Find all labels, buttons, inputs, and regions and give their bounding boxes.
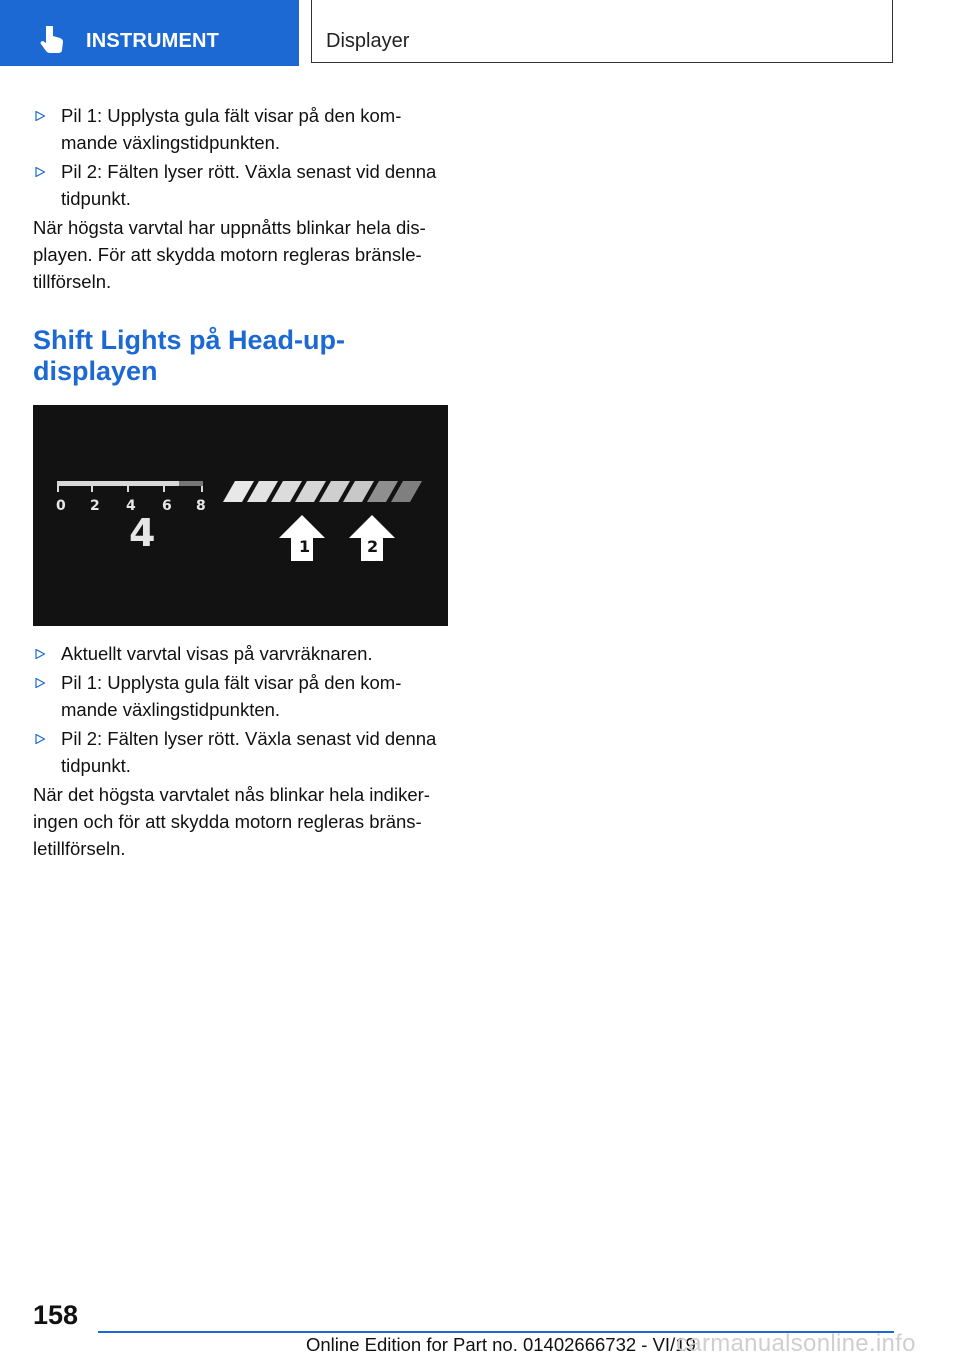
chapter-tab bbox=[0, 0, 299, 66]
content-column bbox=[33, 102, 448, 862]
bullet-text: Aktuellt varvtal visas på varvräknaren. bbox=[61, 643, 373, 664]
tacho-label: 2 bbox=[90, 498, 100, 514]
bullet-text: Pil 2: Fälten lyser rött. Växla senast vid denna tidpunkt. bbox=[61, 161, 437, 209]
tacho-label: 8 bbox=[196, 498, 206, 514]
tacho-label: 6 bbox=[162, 498, 172, 514]
paragraph: När det högsta varvtalet nås blinkar hela indiker‐ingen och för att skydda motorn regleras bräns‐letillförseln. bbox=[33, 784, 430, 859]
bullet-text: Pil 2: Fälten lyser rött. Växla senast vid denna tidpunkt. bbox=[61, 728, 437, 776]
bullet-item bbox=[33, 102, 448, 156]
arrow-label: 1 bbox=[299, 537, 311, 556]
tacho-ticks bbox=[57, 486, 203, 492]
triangle-bullet-icon bbox=[35, 167, 45, 177]
section-title: Displayer bbox=[326, 30, 410, 52]
shift-lights-illustration bbox=[33, 405, 448, 626]
section-header bbox=[311, 0, 893, 63]
paragraph: När högsta varvtal har uppnåtts blinkar hela dis‐playen. För att skydda motorn regleras bränsle‐tillförseln. bbox=[33, 217, 426, 292]
bullet-item bbox=[33, 725, 448, 779]
bullet-item bbox=[33, 158, 448, 212]
bullet-text: Pil 1: Upplysta gula fält visar på den kom‐mande växlingstidpunkten. bbox=[61, 672, 402, 720]
watermark: carmanualsonline.info bbox=[676, 1330, 916, 1357]
hand-pointer-icon bbox=[38, 24, 68, 54]
arrow-label: 2 bbox=[367, 537, 379, 556]
chapter-title: INSTRUMENT bbox=[86, 30, 220, 52]
tacho-bar-redzone bbox=[179, 481, 203, 486]
tacho-label: 0 bbox=[56, 498, 66, 514]
arrow-1-marker bbox=[279, 515, 325, 561]
triangle-bullet-icon bbox=[35, 678, 45, 688]
triangle-bullet-icon bbox=[35, 111, 45, 121]
triangle-bullet-icon bbox=[35, 734, 45, 744]
page-number: 158 bbox=[33, 1300, 79, 1330]
bullet-item bbox=[33, 640, 448, 667]
bullet-text: Pil 1: Upplysta gula fält visar på den kom‐mande växlingstidpunkten. bbox=[61, 105, 402, 153]
head-up-display-figure bbox=[33, 405, 448, 626]
gear-indicator: 4 bbox=[129, 511, 156, 555]
tacho-label: 4 bbox=[126, 498, 136, 514]
section-heading: Shift Lights på Head-up-displayen bbox=[33, 325, 345, 386]
shift-light-segments bbox=[223, 481, 422, 502]
bullet-item bbox=[33, 669, 448, 723]
arrow-2-marker bbox=[349, 515, 395, 561]
triangle-bullet-icon bbox=[35, 649, 45, 659]
edition-note: Online Edition for Part no. 01402666732 - VI/19 bbox=[306, 1334, 696, 1355]
